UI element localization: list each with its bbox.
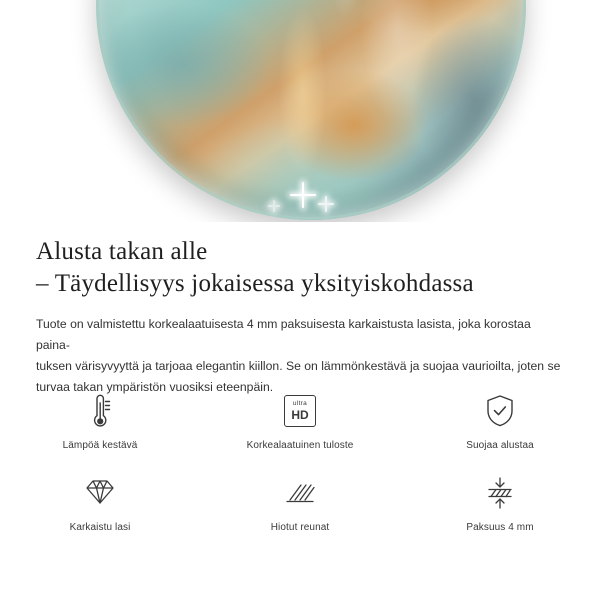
feature-high-quality-print [200,390,400,466]
thickness-arrows-icon [482,472,518,514]
body-text [0,300,600,398]
feature-label: Hiotut reunat [270,522,330,533]
feature-label: Karkaistu lasi [69,522,131,533]
content-block [0,222,600,398]
body-line-3: turvaa takan ympäristön vuosiksi eteenpäin. [36,380,274,394]
body-line-1: Tuote on valmistettu korkealaatuisesta 4 mm paksuisesta karkaistusta lasista, joka korostaa paina- [36,317,531,352]
diamond-icon [80,472,120,514]
feature-polished-edges [200,472,400,548]
feature-protects-surface [400,390,600,466]
shield-check-icon [483,390,517,432]
feature-heat-resistant [0,390,200,466]
hero-image [0,0,600,222]
feature-tempered-glass [0,472,200,548]
feature-label: Paksuus 4 mm [466,522,534,533]
headline-line-1: Alusta takan alle [36,238,208,265]
ultra-hd-icon: ultra HD [284,390,316,432]
polished-edges-icon [281,472,319,514]
feature-label: Lämpöä kestävä [62,440,138,451]
feature-label: Korkealaatuinen tuloste [246,440,354,451]
page-title [0,222,600,300]
feature-grid [0,390,600,548]
feature-thickness [400,472,600,548]
headline-line-2: – Täydellisyys jokaisessa yksityiskohdassa [36,270,474,297]
product-round-glass-board [96,0,526,220]
body-line-2: tuksen värisyvyyttä ja tarjoaa elegantin kiillon. Se on lämmönkestävä ja suojaa vaurioilta, joten se [36,359,561,373]
thermometer-icon [83,390,117,432]
feature-label: Suojaa alustaa [466,440,534,451]
